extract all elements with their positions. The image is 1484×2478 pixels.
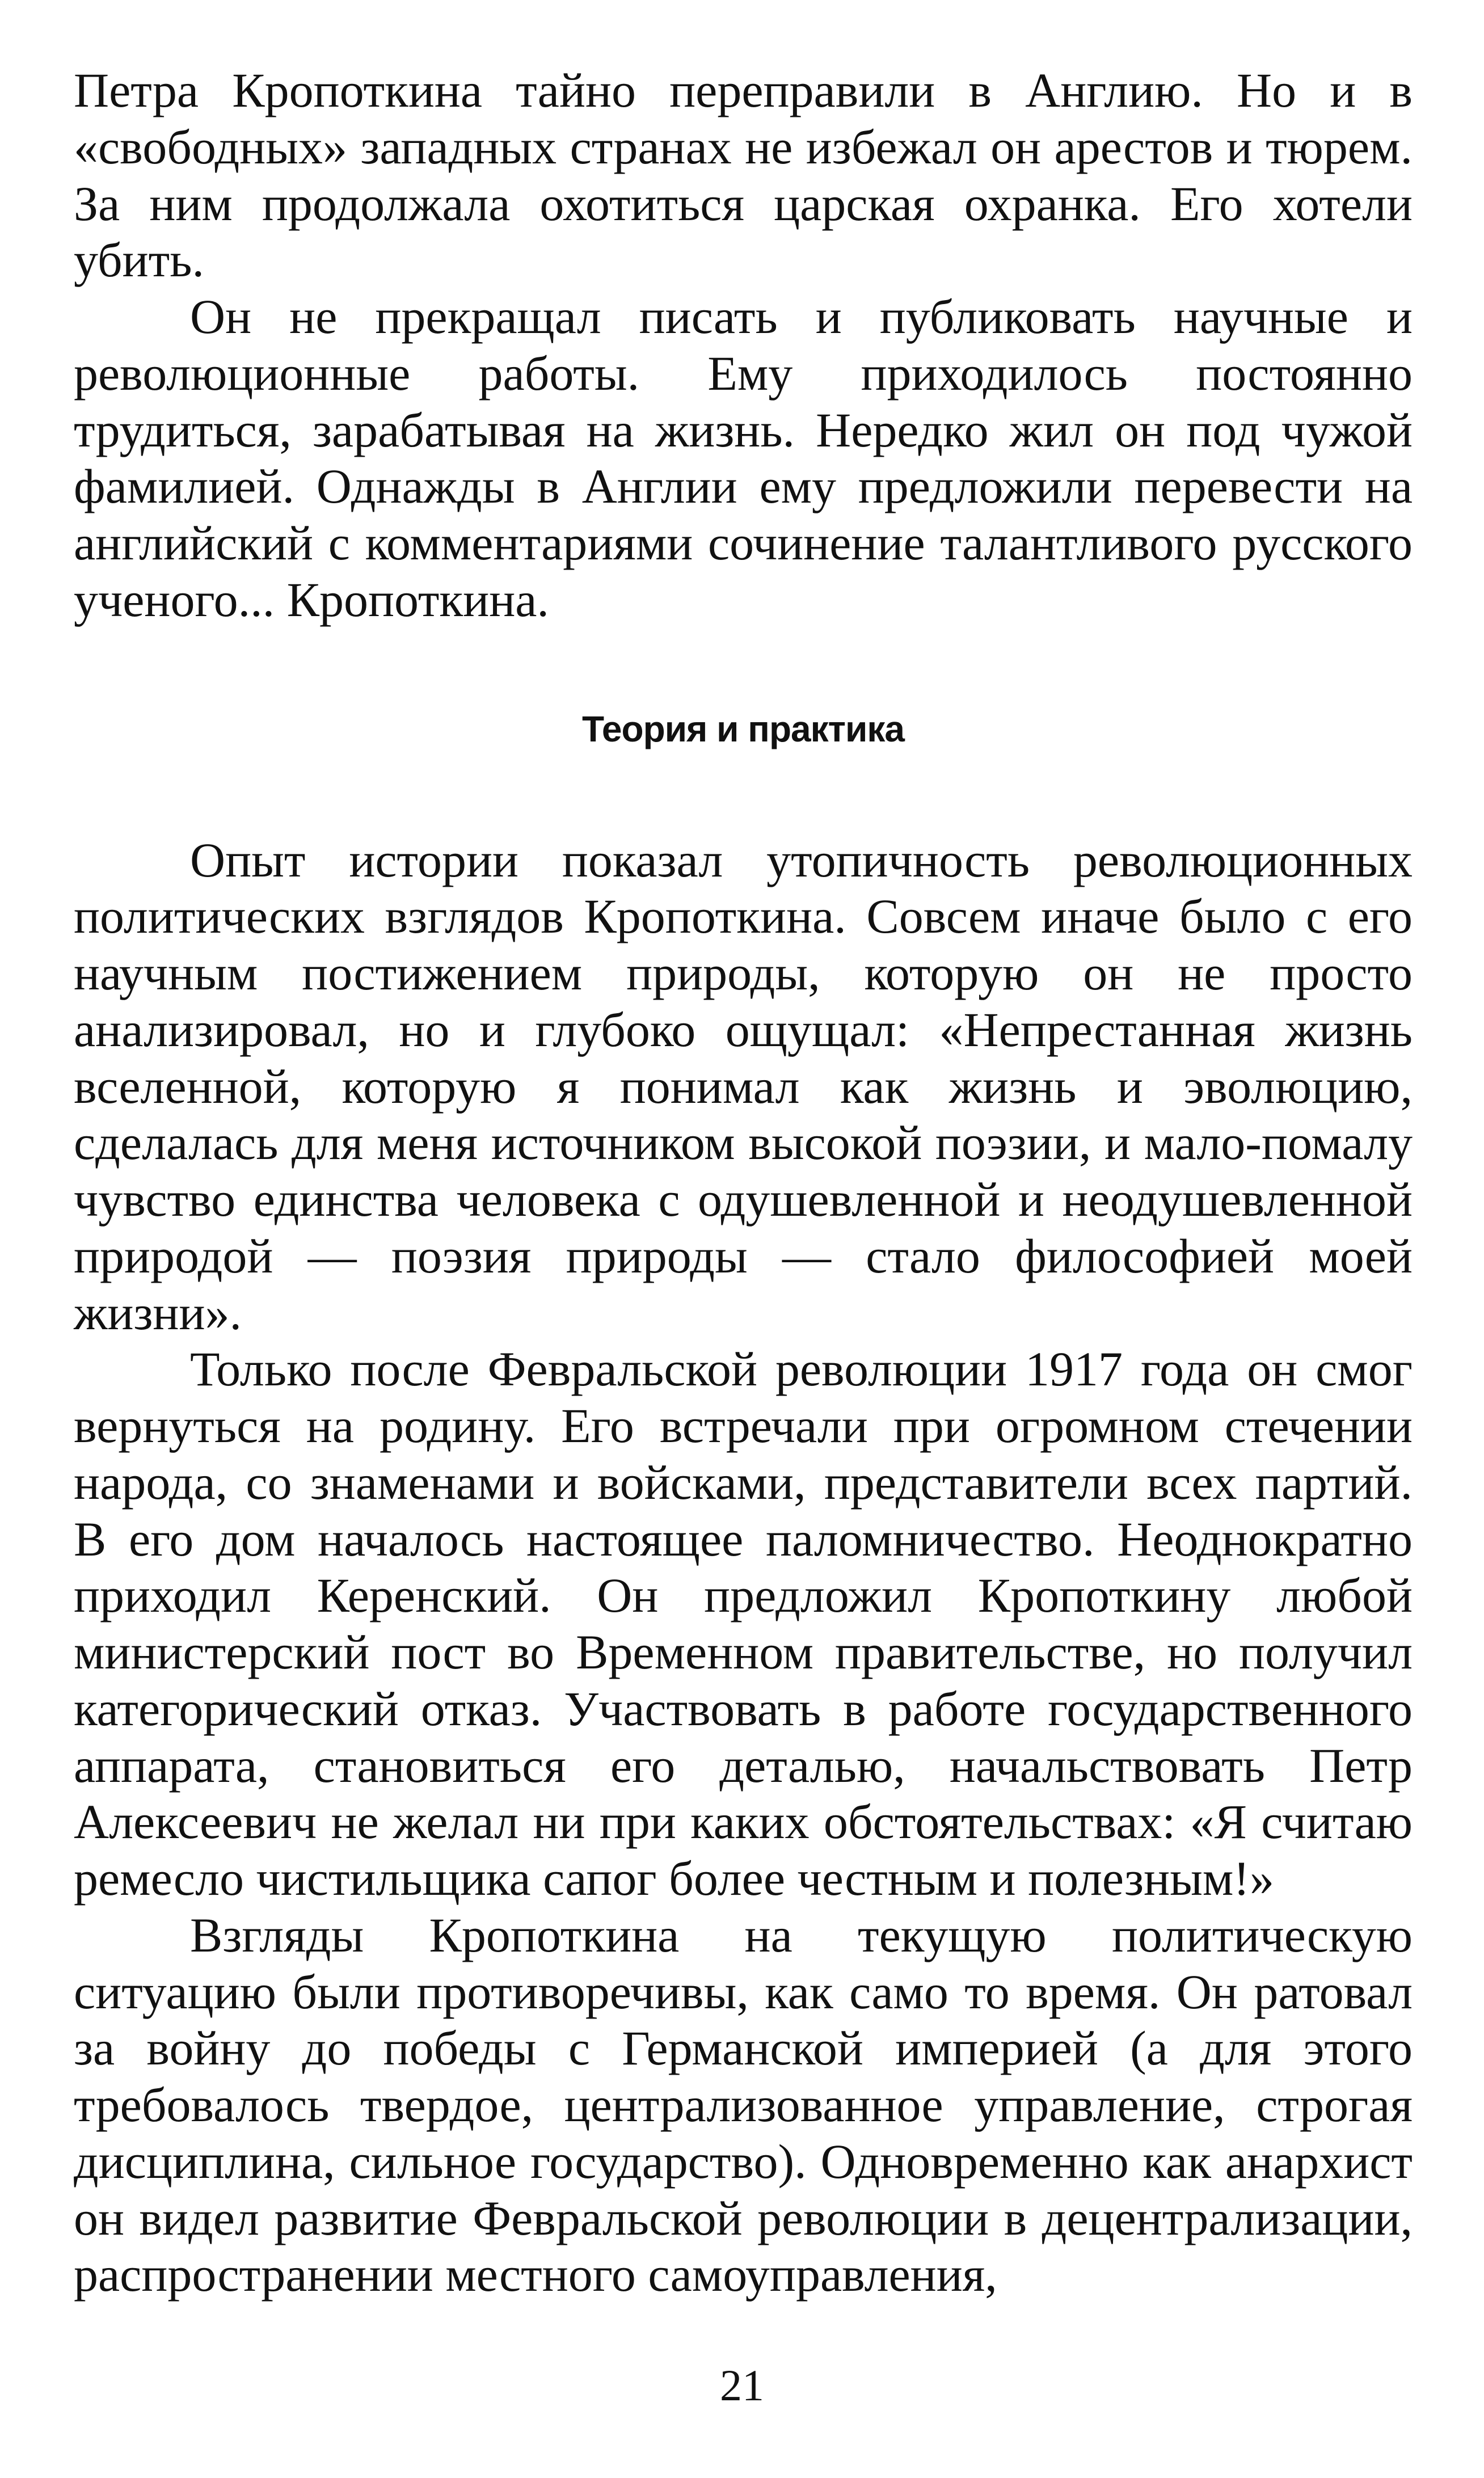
paragraph-2: Он не прекращал писать и публиковать научные и революционные работы. Ему приходилось постоянно трудиться, зарабатывая на жизнь. Нередко жил он под чужой фамилией. Однажды в Англии ему предложили перевести на английский с комментариями сочинение талантливого русского ученого... Кропоткина. [74, 289, 1413, 627]
page-number: 21 [720, 2361, 764, 2410]
paragraph-4: Только после Февральской революции 1917 года он смог вернуться на родину. Его встречали при огромном стечении народа, со знаменами и войсками, представители всех партий. В его дом началось настоящее паломничество. Неоднократно приходил Керенский. Он предложил Кропоткину любой министерский пост во Временном правительстве, но получил категорический отказ. Участвовать в работе государственного аппарата, становиться его деталью, начальствовать Петр Алексеевич не желал ни при каких обстоятельствах: «Я считаю ремесло чистильщика сапог более честным и полезным!» [74, 1342, 1413, 1906]
book-page [74, 62, 1413, 2303]
paragraph-1: Петра Кропоткина тайно переправили в Англию. Но и в «свободных» западных странах не избежал он арестов и тюрем. За ним продолжала охотиться царская охранка. Его хотели убить. [74, 63, 1413, 288]
section-heading: Теория и практика [582, 708, 904, 749]
paragraph-5: Взгляды Кропоткина на текущую политическую ситуацию были противоречивы, как само то время. Он ратовал за войну до победы с Германской империей (а для этого требовалось твердое, централизованное управление, строгая дисциплина, сильное государство). Одновременно как анархист он видел развитие Февральской революции в децентрализации, распространении местного самоуправления, [74, 1907, 1413, 2302]
paragraph-3: Опыт истории показал утопичность революционных политических взглядов Кропоткина. Совсем иначе было с его научным постижением природы, которую он не просто анализировал, но и глубоко ощущал: «Непрестанная жизнь вселенной, которую я понимал как жизнь и эволюцию, сделалась для меня источником высокой поэзии, и мало-помалу чувство единства человека с одушевленной и неодушевленной природой — поэзия природы — стало философией моей жизни». [74, 832, 1413, 1340]
